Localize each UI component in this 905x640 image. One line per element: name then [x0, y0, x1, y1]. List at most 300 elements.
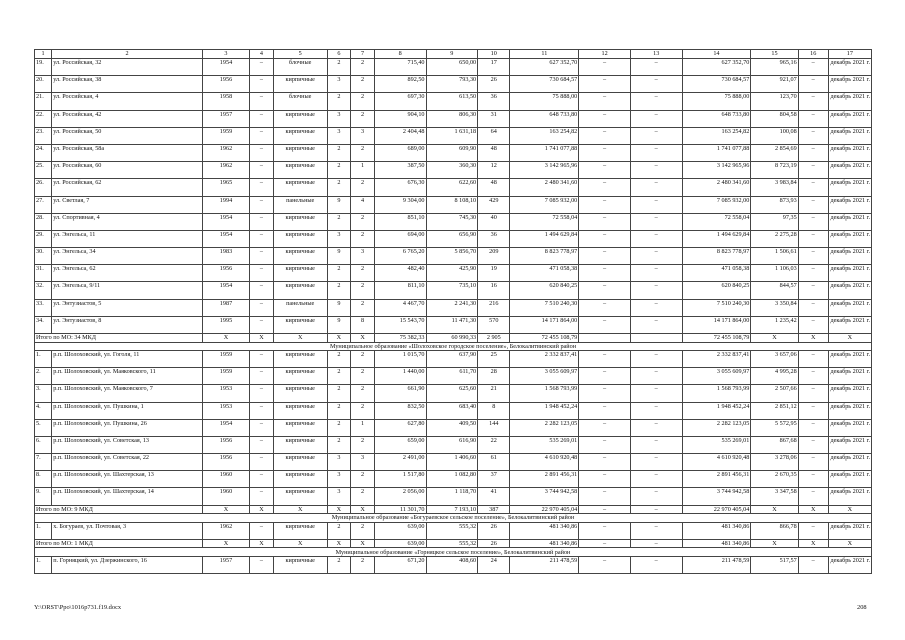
table-cell: 804,58: [751, 110, 798, 127]
table-cell: 1959: [202, 350, 249, 367]
table-cell: 6.: [35, 436, 52, 453]
page-number: 208: [857, 604, 867, 611]
table-row: [35, 402, 872, 419]
table-cell: кирпичные: [273, 265, 327, 282]
total-cell: X: [351, 334, 375, 343]
table-cell: –: [579, 419, 631, 436]
table-cell: 1 741 077,88: [682, 144, 751, 161]
table-cell: р.п. Шолоховский, ул. Шахтерская, 14: [52, 488, 203, 505]
total-cell: 72 455 108,79: [510, 334, 579, 343]
table-cell: х. Богураев, ул. Почтовая, 3: [52, 522, 203, 539]
table-cell: 24.: [35, 144, 52, 161]
table-cell: 1 506,61: [751, 248, 798, 265]
table-cell: ул. Энгельса, 11: [52, 230, 203, 247]
table-cell: –: [250, 454, 274, 471]
column-number: 14: [682, 50, 751, 59]
table-cell: 2: [351, 282, 375, 299]
table-cell: 24: [478, 556, 510, 573]
table-cell: 4 995,28: [751, 368, 798, 385]
table-cell: –: [579, 59, 631, 76]
table-cell: панельные: [273, 196, 327, 213]
table-cell: 11 471,30: [426, 316, 478, 333]
total-cell: –: [579, 539, 631, 548]
table-cell: –: [250, 282, 274, 299]
section-title-row: [35, 342, 872, 350]
table-cell: 1 118,70: [426, 488, 478, 505]
table-cell: 892,50: [374, 76, 426, 93]
table-cell: ул. Энгельса, 9/11: [52, 282, 203, 299]
table-cell: кирпичные: [273, 213, 327, 230]
column-number: 5: [273, 50, 327, 59]
table-cell: 1995: [202, 316, 249, 333]
total-cell: 26: [478, 539, 510, 548]
table-row: [35, 196, 872, 213]
total-cell: 555,32: [426, 539, 478, 548]
table-cell: 648 733,80: [682, 110, 751, 127]
table-cell: 639,00: [374, 522, 426, 539]
table-cell: 3: [327, 127, 351, 144]
total-cell: X: [351, 505, 375, 514]
table-cell: 72 558,04: [682, 213, 751, 230]
table-cell: –: [579, 454, 631, 471]
table-cell: 611,70: [426, 368, 478, 385]
table-cell: 5.: [35, 419, 52, 436]
table-cell: 1962: [202, 522, 249, 539]
table-cell: 2: [351, 59, 375, 76]
table-cell: 1 568 793,99: [682, 385, 751, 402]
table-cell: –: [630, 93, 682, 110]
table-cell: 9: [327, 299, 351, 316]
table-cell: 1: [351, 419, 375, 436]
table-cell: 30.: [35, 248, 52, 265]
table-cell: 1 494 629,84: [682, 230, 751, 247]
table-cell: 36: [478, 93, 510, 110]
table-cell: 535 269,01: [682, 436, 751, 453]
table-cell: 1956: [202, 436, 249, 453]
table-cell: ул. Российская, 4: [52, 93, 203, 110]
table-cell: кирпичные: [273, 179, 327, 196]
table-cell: 22.: [35, 110, 52, 127]
table-cell: –: [798, 230, 828, 247]
table-row: [35, 110, 872, 127]
table-cell: 2: [327, 93, 351, 110]
table-cell: –: [798, 162, 828, 179]
table-cell: 3: [351, 454, 375, 471]
table-cell: 676,30: [374, 179, 426, 196]
table-cell: 3 347,58: [751, 488, 798, 505]
table-cell: 2: [327, 522, 351, 539]
total-cell: 481 340,86: [510, 539, 579, 548]
table-cell: 2 282 123,05: [682, 419, 751, 436]
table-cell: 3: [327, 230, 351, 247]
table-cell: –: [798, 127, 828, 144]
total-cell: X: [751, 539, 798, 548]
table-cell: 671,20: [374, 556, 426, 573]
table-cell: 3: [327, 110, 351, 127]
table-cell: 9.: [35, 488, 52, 505]
table-cell: –: [630, 488, 682, 505]
table-cell: –: [630, 127, 682, 144]
table-cell: –: [798, 522, 828, 539]
table-cell: 409,50: [426, 419, 478, 436]
table-cell: 8: [478, 402, 510, 419]
total-cell: X: [751, 505, 798, 514]
table-cell: 4 467,70: [374, 299, 426, 316]
table-cell: кирпичные: [273, 76, 327, 93]
table-cell: декабрь 2021 г.: [828, 385, 871, 402]
table-cell: 2: [327, 385, 351, 402]
table-cell: 570: [478, 316, 510, 333]
table-cell: 23.: [35, 127, 52, 144]
table-cell: 2 332 837,41: [510, 350, 579, 367]
table-cell: 14 171 864,00: [510, 316, 579, 333]
table-cell: –: [250, 196, 274, 213]
table-cell: р.п. Шолоховский, ул. Маяковского, 11: [52, 368, 203, 385]
table-cell: 12: [478, 162, 510, 179]
table-cell: –: [798, 299, 828, 316]
table-cell: 730 684,57: [510, 76, 579, 93]
table-cell: 1962: [202, 162, 249, 179]
table-cell: ул. Энтузиастов, 8: [52, 316, 203, 333]
table-cell: 625,60: [426, 385, 478, 402]
table-cell: –: [798, 436, 828, 453]
table-cell: –: [579, 127, 631, 144]
table-cell: 3 142 965,96: [510, 162, 579, 179]
table-cell: 2 404,48: [374, 127, 426, 144]
total-cell: X: [273, 505, 327, 514]
column-number: 2: [52, 50, 203, 59]
table-cell: 4 610 920,48: [682, 454, 751, 471]
table-cell: 2: [327, 556, 351, 573]
table-row: [35, 76, 872, 93]
total-cell: 72 455 108,79: [682, 334, 751, 343]
table-row: [35, 350, 872, 367]
table-cell: –: [630, 436, 682, 453]
table-cell: 1983: [202, 248, 249, 265]
table-cell: 2: [327, 419, 351, 436]
table-cell: –: [579, 402, 631, 419]
table-row: [35, 179, 872, 196]
column-number: 8: [374, 50, 426, 59]
total-cell: 11 301,70: [374, 505, 426, 514]
table-cell: 1959: [202, 127, 249, 144]
table-cell: 20.: [35, 76, 52, 93]
table-cell: –: [630, 76, 682, 93]
table-cell: –: [630, 179, 682, 196]
table-cell: 683,40: [426, 402, 478, 419]
table-cell: –: [630, 402, 682, 419]
table-cell: 1 948 452,24: [682, 402, 751, 419]
table-cell: р.п. Шолоховский, ул. Советская, 22: [52, 454, 203, 471]
table-cell: 2: [327, 436, 351, 453]
table-cell: –: [579, 436, 631, 453]
table-cell: 1960: [202, 471, 249, 488]
table-cell: –: [630, 230, 682, 247]
table-cell: 2: [327, 213, 351, 230]
table-cell: 9 304,00: [374, 196, 426, 213]
column-number: 4: [250, 50, 274, 59]
table-cell: 1 741 077,88: [510, 144, 579, 161]
table-cell: 4 610 920,48: [510, 454, 579, 471]
table-cell: 2.: [35, 368, 52, 385]
table-cell: 2: [351, 402, 375, 419]
table-cell: р.п. Шолоховский, ул. Пушкина, 26: [52, 419, 203, 436]
total-cell: [630, 334, 682, 343]
table-cell: кирпичные: [273, 556, 327, 573]
table-cell: кирпичные: [273, 110, 327, 127]
table-cell: 28: [478, 368, 510, 385]
table-cell: –: [798, 368, 828, 385]
table-cell: –: [579, 196, 631, 213]
table-cell: 22: [478, 436, 510, 453]
table-cell: кирпичные: [273, 385, 327, 402]
total-cell: X: [327, 539, 351, 548]
section-title: Муниципальное образование «Богураевское сельское поселение», Белокалитвинский район: [35, 514, 872, 522]
column-number: 17: [828, 50, 871, 59]
column-number: 13: [630, 50, 682, 59]
table-cell: 1 082,80: [426, 471, 478, 488]
table-cell: 5 856,70: [426, 248, 478, 265]
column-number: 12: [579, 50, 631, 59]
table-cell: –: [798, 350, 828, 367]
table-cell: –: [798, 556, 828, 573]
table-cell: 26: [478, 76, 510, 93]
table-cell: –: [250, 110, 274, 127]
table-cell: 481 340,86: [682, 522, 751, 539]
total-cell: X: [273, 539, 327, 548]
table-cell: ул. Российская, 38: [52, 76, 203, 93]
table-cell: 637,90: [426, 350, 478, 367]
table-cell: –: [250, 213, 274, 230]
table-cell: 163 254,82: [510, 127, 579, 144]
table-cell: 3: [327, 471, 351, 488]
table-cell: 965,16: [751, 59, 798, 76]
table-cell: 1 517,80: [374, 471, 426, 488]
table-cell: 2 507,66: [751, 385, 798, 402]
table-cell: –: [798, 282, 828, 299]
table-cell: кирпичные: [273, 419, 327, 436]
table-cell: 2: [327, 350, 351, 367]
table-row: [35, 299, 872, 316]
table-cell: 2: [351, 488, 375, 505]
table-cell: 627,80: [374, 419, 426, 436]
table-cell: декабрь 2021 г.: [828, 368, 871, 385]
table-cell: –: [579, 556, 631, 573]
table-cell: блочные: [273, 93, 327, 110]
total-cell: 2 905: [478, 334, 510, 343]
table-cell: 1.: [35, 522, 52, 539]
table-row: [35, 556, 872, 573]
table-cell: 3 744 942,58: [510, 488, 579, 505]
column-number: 6: [327, 50, 351, 59]
table-cell: 100,08: [751, 127, 798, 144]
table-cell: кирпичные: [273, 144, 327, 161]
section-title-row: [35, 514, 872, 522]
table-row: [35, 454, 872, 471]
table-cell: 2: [351, 265, 375, 282]
table-cell: 1953: [202, 385, 249, 402]
table-cell: 1987: [202, 299, 249, 316]
column-number-row: [35, 50, 872, 59]
table-cell: 2 332 837,41: [682, 350, 751, 367]
table-cell: декабрь 2021 г.: [828, 144, 871, 161]
table-cell: –: [579, 350, 631, 367]
table-cell: декабрь 2021 г.: [828, 402, 871, 419]
table-cell: 2: [351, 230, 375, 247]
table-cell: –: [798, 248, 828, 265]
table-cell: –: [798, 488, 828, 505]
table-row: [35, 436, 872, 453]
table-cell: 31: [478, 110, 510, 127]
total-cell: X: [250, 539, 274, 548]
table-cell: –: [798, 110, 828, 127]
column-number: 1: [35, 50, 52, 59]
table-cell: 867,68: [751, 436, 798, 453]
table-cell: –: [630, 265, 682, 282]
table-cell: –: [630, 471, 682, 488]
table-cell: 2: [351, 93, 375, 110]
table-cell: –: [630, 419, 682, 436]
table-cell: 2 854,69: [751, 144, 798, 161]
table-cell: 1954: [202, 213, 249, 230]
table-cell: –: [579, 230, 631, 247]
table-row: [35, 522, 872, 539]
table-cell: 3 278,06: [751, 454, 798, 471]
table-cell: 7.: [35, 454, 52, 471]
table-cell: –: [250, 230, 274, 247]
table-cell: –: [579, 522, 631, 539]
table-cell: –: [250, 59, 274, 76]
table-cell: 689,00: [374, 144, 426, 161]
file-path: Y:\ORST\Ppo\1016p731.f19.docx: [34, 604, 122, 611]
table-cell: 429: [478, 196, 510, 213]
table-cell: кирпичные: [273, 368, 327, 385]
table-cell: 793,30: [426, 76, 478, 93]
table-cell: 1 948 452,24: [510, 402, 579, 419]
table-cell: 1965: [202, 179, 249, 196]
section-title: Муниципальное образование «Горняцкое сельское поселение», Белокалитвинский район: [35, 548, 872, 556]
table-cell: 2 480 341,60: [682, 179, 751, 196]
table-cell: 3: [351, 127, 375, 144]
table-cell: 1954: [202, 282, 249, 299]
table-row: [35, 385, 872, 402]
table-cell: 2: [351, 299, 375, 316]
table-cell: 2: [327, 144, 351, 161]
table-cell: –: [250, 162, 274, 179]
table-cell: –: [630, 282, 682, 299]
table-cell: 2 282 123,05: [510, 419, 579, 436]
column-number: 9: [426, 50, 478, 59]
table-cell: 75 888,00: [682, 93, 751, 110]
table-cell: ул. Энтузиастов, 5: [52, 299, 203, 316]
table-cell: 9: [327, 196, 351, 213]
table-cell: 360,30: [426, 162, 478, 179]
table-cell: 866,78: [751, 522, 798, 539]
total-cell: 639,00: [374, 539, 426, 548]
table-cell: –: [250, 471, 274, 488]
total-row: [35, 539, 872, 548]
table-row: [35, 419, 872, 436]
table-cell: 29.: [35, 230, 52, 247]
table-cell: –: [630, 162, 682, 179]
table-cell: 1.: [35, 350, 52, 367]
table-cell: 2 275,28: [751, 230, 798, 247]
table-cell: ул. Энгельса, 34: [52, 248, 203, 265]
table-cell: 21: [478, 385, 510, 402]
table-cell: 28.: [35, 213, 52, 230]
table-cell: 806,30: [426, 110, 478, 127]
table-cell: кирпичные: [273, 454, 327, 471]
table-cell: 2 491,00: [374, 454, 426, 471]
table-cell: блочные: [273, 59, 327, 76]
table-cell: 2: [351, 522, 375, 539]
table-cell: –: [250, 385, 274, 402]
table-row: [35, 127, 872, 144]
table-cell: 715,40: [374, 59, 426, 76]
table-cell: –: [798, 265, 828, 282]
table-cell: 2: [327, 402, 351, 419]
table-cell: 2: [351, 110, 375, 127]
table-cell: 8 723,19: [751, 162, 798, 179]
table-cell: 2: [351, 350, 375, 367]
table-cell: 650,00: [426, 59, 478, 76]
table-cell: 535 269,01: [510, 436, 579, 453]
table-cell: 2: [351, 556, 375, 573]
table-cell: декабрь 2021 г.: [828, 179, 871, 196]
table-cell: ул. Российская, 58а: [52, 144, 203, 161]
table-cell: –: [630, 368, 682, 385]
table-cell: декабрь 2021 г.: [828, 522, 871, 539]
table-cell: 2: [351, 368, 375, 385]
table-cell: декабрь 2021 г.: [828, 110, 871, 127]
table-cell: –: [630, 522, 682, 539]
total-cell: –: [630, 505, 682, 514]
table-cell: 904,10: [374, 110, 426, 127]
total-cell: X: [751, 334, 798, 343]
table-cell: –: [798, 59, 828, 76]
total-label: Итого по МО: 9 МКД: [35, 505, 203, 514]
table-cell: 6 765,20: [374, 248, 426, 265]
table-row: [35, 282, 872, 299]
table-cell: ул. Российская, 50: [52, 127, 203, 144]
total-cell: X: [273, 334, 327, 343]
table-cell: декабрь 2021 г.: [828, 488, 871, 505]
table-cell: 1 568 793,99: [510, 385, 579, 402]
table-cell: 7 510 240,30: [682, 299, 751, 316]
table-cell: –: [250, 316, 274, 333]
table-cell: –: [250, 436, 274, 453]
table-cell: 15 543,70: [374, 316, 426, 333]
table-cell: р.п. Шолоховский, ул. Шахтерская, 13: [52, 471, 203, 488]
table-row: [35, 213, 872, 230]
table-cell: 48: [478, 179, 510, 196]
section-title: Муниципальное образование «Шолоховское городское поселение», Белокалитвинский район: [35, 342, 872, 350]
table-cell: 555,32: [426, 522, 478, 539]
table-cell: 1 015,70: [374, 350, 426, 367]
table-cell: 2: [327, 59, 351, 76]
table-cell: декабрь 2021 г.: [828, 419, 871, 436]
table-cell: 517,57: [751, 556, 798, 573]
total-cell: 7 193,10: [426, 505, 478, 514]
table-cell: –: [798, 179, 828, 196]
table-cell: 1957: [202, 110, 249, 127]
table-cell: р.п. Шолоховский, ул. Гоголя, 11: [52, 350, 203, 367]
table-cell: 3: [327, 76, 351, 93]
table-cell: –: [630, 299, 682, 316]
table-cell: 697,30: [374, 93, 426, 110]
table-cell: –: [798, 144, 828, 161]
table-row: [35, 230, 872, 247]
